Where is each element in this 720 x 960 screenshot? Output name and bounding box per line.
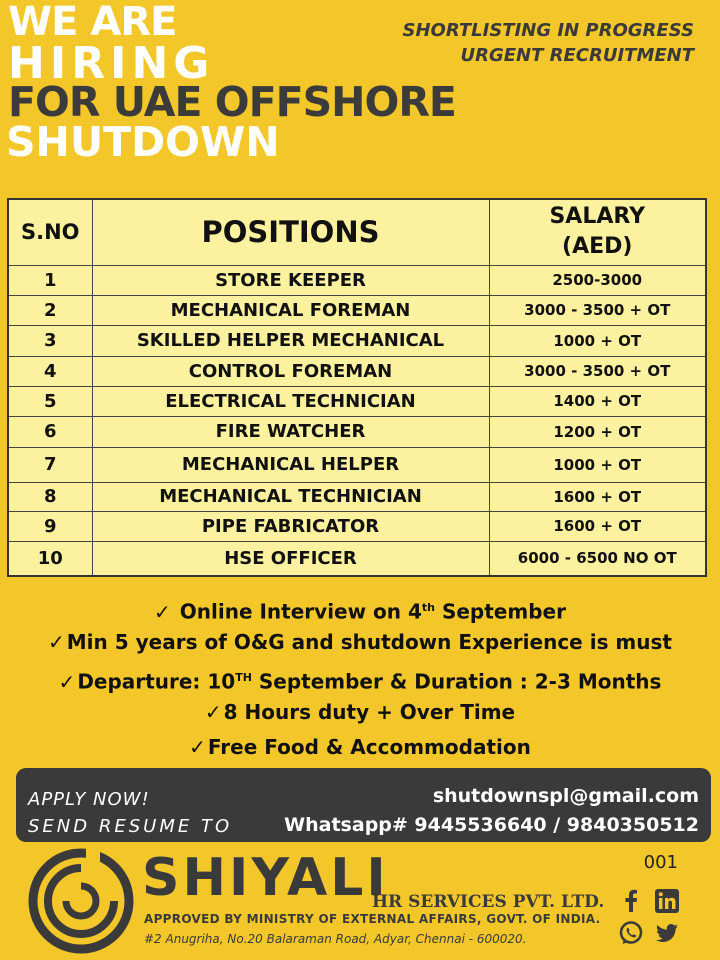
social-icons-bottom (618, 920, 680, 946)
brand-subtitle: HR SERVICES PVT. LTD. (372, 892, 605, 912)
email-link[interactable]: shutdownspl@gmail.com (432, 785, 699, 807)
row-salary: 1600 + OT (489, 511, 706, 541)
shiyali-logo-icon (26, 846, 136, 956)
table-header-row (8, 199, 706, 265)
row-sno: 6 (8, 416, 92, 447)
row-position: PIPE FABRICATOR (92, 511, 489, 541)
row-position: MECHANICAL TECHNICIAN (92, 482, 489, 511)
table-row (8, 541, 706, 576)
row-sno: 8 (8, 482, 92, 511)
row-sno: 5 (8, 386, 92, 416)
requirement-hours-text: 8 Hours duty + Over Time (223, 700, 516, 724)
check-icon: ✓ (154, 599, 171, 624)
check-icon: ✓ (58, 669, 76, 694)
side-note (403, 18, 694, 68)
row-position: MECHANICAL FOREMAN (92, 295, 489, 325)
twitter-icon[interactable] (654, 920, 680, 946)
send-resume-text: SEND RESUME TO (28, 816, 233, 837)
apply-cta (28, 786, 232, 840)
side-note-line-2: URGENT RECRUITMENT (460, 45, 694, 66)
row-position: MECHANICAL HELPER (92, 447, 489, 482)
check-icon: ✓ (48, 630, 65, 654)
table-row (8, 416, 706, 447)
apply-box (16, 768, 711, 842)
table-row (8, 386, 706, 416)
row-salary: 6000 - 6500 NO OT (489, 541, 706, 576)
table-row (8, 447, 706, 482)
address-text: #2 Anugriha, No.20 Balaraman Road, Adyar, Chennai - 600020. (144, 932, 527, 946)
row-position: HSE OFFICER (92, 541, 489, 576)
requirement-interview (0, 590, 720, 625)
requirement-food-text: Free Food & Accommodation (207, 735, 531, 759)
linkedin-icon[interactable] (654, 888, 680, 914)
headline-line-2: HIRING (8, 38, 215, 89)
table-row (8, 482, 706, 511)
header-sno: S.NO (8, 199, 92, 265)
brand-name: SHIYALI (142, 848, 389, 908)
requirement-experience (0, 625, 720, 660)
headline-line-4: SHUTDOWN (6, 118, 280, 166)
row-sno: 3 (8, 325, 92, 356)
row-position: ELECTRICAL TECHNICIAN (92, 386, 489, 416)
row-salary: 1600 + OT (489, 482, 706, 511)
requirement-hours (0, 695, 720, 730)
requirement-interview-sup: th (421, 601, 435, 614)
positions-table (7, 198, 707, 577)
facebook-icon[interactable] (618, 888, 644, 914)
requirement-experience-text: Min 5 years of O&G and shutdown Experience is must (66, 630, 672, 654)
table-row (8, 295, 706, 325)
approval-text: APPROVED BY MINISTRY OF EXTERNAL AFFAIRS, GOVT. OF INDIA. (144, 912, 601, 926)
requirements-list (0, 590, 720, 765)
row-salary: 1200 + OT (489, 416, 706, 447)
row-position: STORE KEEPER (92, 265, 489, 295)
row-sno: 2 (8, 295, 92, 325)
requirement-interview-text-2: September (435, 599, 566, 624)
social-icons-top (618, 888, 680, 914)
requirement-food (0, 730, 720, 765)
row-salary: 3000 - 3500 + OT (489, 295, 706, 325)
row-salary: 2500-3000 (489, 265, 706, 295)
requirement-interview-text: Online Interview on 4 (179, 599, 422, 624)
whatsapp-icon[interactable] (618, 920, 644, 946)
table-row (8, 356, 706, 386)
row-sno: 1 (8, 265, 92, 295)
check-icon: ✓ (189, 735, 206, 759)
reference-number: 001 (643, 852, 678, 873)
whatsapp-numbers[interactable]: Whatsapp# 9445536640 / 9840350512 (284, 814, 699, 836)
header-positions: POSITIONS (92, 199, 489, 265)
row-salary: 1000 + OT (489, 447, 706, 482)
row-salary: 3000 - 3500 + OT (489, 356, 706, 386)
apply-now-text: APPLY NOW! (28, 789, 150, 810)
header-salary (489, 199, 706, 265)
contact-details (284, 782, 699, 840)
row-sno: 7 (8, 447, 92, 482)
header-salary-line-1: SALARY (549, 204, 646, 230)
table-row (8, 325, 706, 356)
row-sno: 9 (8, 511, 92, 541)
row-salary: 1400 + OT (489, 386, 706, 416)
table-row (8, 511, 706, 541)
side-note-line-1: SHORTLISTING IN PROGRESS (402, 20, 694, 41)
row-salary: 1000 + OT (489, 325, 706, 356)
table-row (8, 265, 706, 295)
row-position: FIRE WATCHER (92, 416, 489, 447)
requirement-departure (0, 660, 720, 695)
row-sno: 4 (8, 356, 92, 386)
row-position: SKILLED HELPER MECHANICAL (92, 325, 489, 356)
headline-line-1: WE ARE (8, 0, 177, 45)
header-salary-line-2: (AED) (562, 234, 633, 260)
row-position: CONTROL FOREMAN (92, 356, 489, 386)
requirement-departure-text: Departure: 10 (77, 669, 236, 694)
requirement-departure-sup: TH (235, 671, 252, 684)
check-icon: ✓ (204, 700, 222, 724)
requirement-departure-text-2: September & Duration : 2-3 Months (251, 669, 662, 694)
headline-line-3: FOR UAE OFFSHORE (8, 78, 456, 126)
row-sno: 10 (8, 541, 92, 576)
